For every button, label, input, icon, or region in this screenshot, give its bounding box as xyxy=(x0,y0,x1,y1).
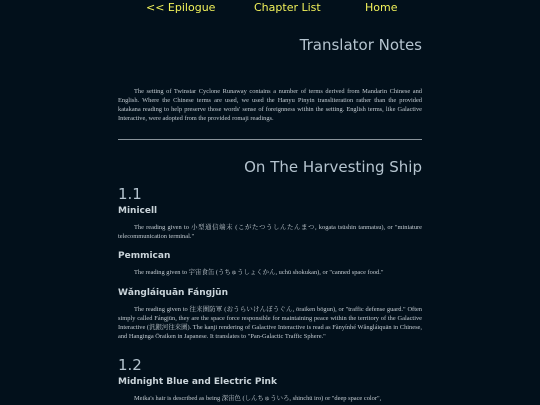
term-fangjun-heading: Wǎngláiquān Fángjūn xyxy=(118,288,228,298)
section-divider xyxy=(118,139,422,140)
term-minicell-text: The reading given to 小型通信端末 (こがたつうしんたんまつ, kogata tsūshin tanmatsu), or "miniature telecommunication terminal." xyxy=(118,224,422,240)
chapter-1-2-heading: 1.2 xyxy=(118,356,142,374)
term-pemmican-text: The reading given to 宇宙食缶 (うちゅうしょくかん, uchū shokukan), or "canned space food." xyxy=(134,269,384,276)
term-fangjun-text: The reading given to 往来圏防軍 (おうらいけんぼうぐん, ōraiken bōgun), or "traffic defense guard." Often simply called Fángjūn, they are the space force responsible for maintaining peace within the territory of the Galactive Interactive (汎銀河往来圏). The kanji rendering of Galactive Interactive is read as Fànyínhé Wǎngláiquān in Chinese, and Hanginga Ōraiken in Japanese. It translates to "Pan-Galactic Traffic Sphere." xyxy=(118,306,422,340)
term-midnight-blue-text: Meika's hair is described as being 深宙色 (しんちゅういろ, shinchū iro) or "deep space color", xyxy=(134,395,382,402)
term-minicell-heading: Minicell xyxy=(118,206,158,216)
chapter-list-link[interactable]: Chapter List xyxy=(254,1,321,14)
top-navigation xyxy=(0,0,540,16)
translator-notes-heading: Translator Notes xyxy=(299,36,422,54)
home-link[interactable]: Home xyxy=(365,1,398,14)
term-midnight-blue-heading: Midnight Blue and Electric Pink xyxy=(118,377,277,387)
previous-chapter-link[interactable]: << Epilogue xyxy=(146,1,216,14)
chapter-1-1-heading: 1.1 xyxy=(118,185,142,203)
harvesting-ship-heading: On The Harvesting Ship xyxy=(244,158,422,176)
term-pemmican-heading: Pemmican xyxy=(118,251,171,261)
translator-notes-paragraph: The setting of Twinstar Cyclone Runaway contains a number of terms derived from Mandarin Chinese and English. Where the Chinese terms are used, we used the Hanyu Pinyin transliteration rather than the provided katakana reading to help preserve those words' sense of foreignness within the setting. English terms, like Galactive Interactive, were adopted from the provided romaji readings. xyxy=(118,88,422,122)
